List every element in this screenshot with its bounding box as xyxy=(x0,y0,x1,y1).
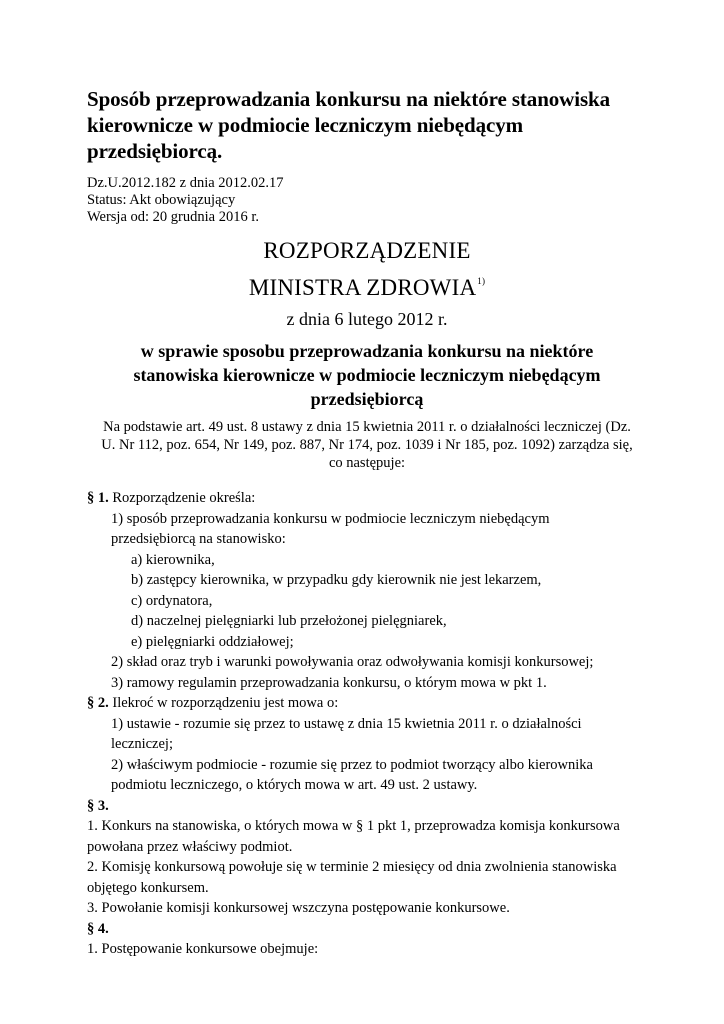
section-mark: § 2. xyxy=(87,695,109,711)
document-title-line: kierownicze w podmiocie leczniczym niebędącym przedsiębiorcą. xyxy=(87,113,524,163)
list-item: 3) ramowy regulamin przeprowadzania konkursu, o którym mowa w pkt 1. xyxy=(111,674,547,691)
list-item: 2) właściwym podmiocie - rozumie się przez to podmiot tworzący albo kierownika xyxy=(111,756,593,773)
list-item: 1) sposób przeprowadzania konkursu w podmiocie leczniczym niebędącym xyxy=(111,510,550,527)
section-text: Rozporządzenie określa: xyxy=(108,490,256,506)
document-title xyxy=(87,86,647,164)
sub-list-item: a) kierownika, xyxy=(131,551,215,568)
section-4-heading xyxy=(87,919,647,940)
document-page xyxy=(87,86,647,960)
sub-list-item: b) zastępcy kierownika, w przypadku gdy kierownik nie jest lekarzem, xyxy=(131,572,542,588)
act-date: z dnia 6 lutego 2012 r. xyxy=(286,309,448,329)
journal-reference: Dz.U.2012.182 z dnia 2012.02.17 xyxy=(87,175,284,191)
act-subject xyxy=(87,339,647,411)
list-item-continuation: podmiotu leczniczego, o których mowa w art. 49 ust. 2 ustawy. xyxy=(111,777,478,793)
version-text: Wersja od: 20 grudnia 2016 r. xyxy=(87,209,259,225)
paragraph-line: 1. Postępowanie konkursowe obejmuje: xyxy=(87,941,319,957)
list-item: 2) skład oraz tryb i warunki powoływania oraz odwoływania komisji konkursowej; xyxy=(111,654,594,670)
footnote-marker: 1) xyxy=(477,276,486,286)
list-item-continuation: przedsiębiorcą na stanowisko: xyxy=(111,531,286,547)
act-subject-line: przedsiębiorcą xyxy=(310,389,424,409)
section-2-heading xyxy=(87,693,647,714)
act-subject-line: w sprawie sposobu przeprowadzania konkursu na niektóre xyxy=(140,341,594,361)
document-meta xyxy=(87,175,647,226)
section-1-heading xyxy=(87,488,647,509)
preamble-line: Na podstawie art. 49 ust. 8 ustawy z dnia 15 kwietnia 2011 r. o działalności leczniczej (Dz. xyxy=(103,419,631,435)
paragraph-line: 3. Powołanie komisji konkursowej wszczyna postępowanie konkursowe. xyxy=(87,900,510,916)
section-text: Ilekroć w rozporządzeniu jest mowa o: xyxy=(108,695,339,711)
act-subject-line: stanowiska kierownicze w podmiocie leczniczym niebędącym xyxy=(133,365,601,385)
paragraph-line: 1. Konkurs na stanowiska, o których mowa w § 1 pkt 1, przeprowadza komisja konkursowa xyxy=(87,818,620,834)
section-mark: § 1. xyxy=(87,490,109,506)
act-issuer-heading xyxy=(87,266,647,303)
list-item: 1) ustawie - rozumie się przez to ustawę z dnia 15 kwietnia 2011 r. o działalności xyxy=(111,715,582,732)
section-mark: § 3. xyxy=(87,797,109,814)
list-item-continuation: leczniczej; xyxy=(111,736,173,752)
preamble-line: co następuje: xyxy=(328,455,406,471)
paragraph-line: 2. Komisję konkursową powołuje się w terminie 2 miesięcy od dnia zwolnienia stanowiska xyxy=(87,859,617,875)
issuer-text: MINISTRA ZDROWIA xyxy=(248,275,477,300)
act-type-heading: ROZPORZĄDZENIE xyxy=(263,238,471,263)
status-text: Status: Akt obowiązujący xyxy=(87,192,236,208)
paragraph-line: powołana przez właściwy podmiot. xyxy=(87,838,293,855)
section-3-heading xyxy=(87,796,647,817)
preamble xyxy=(87,418,647,472)
sub-list-item: d) naczelnej pielęgniarki lub przełożonej pielęgniarek, xyxy=(131,613,447,629)
section-mark: § 4. xyxy=(87,920,109,937)
preamble-line: U. Nr 112, poz. 654, Nr 149, poz. 887, Nr 174, poz. 1039 i Nr 185, poz. 1092) zarządza się, xyxy=(101,437,633,453)
document-body xyxy=(87,488,647,960)
paragraph-line: objętego konkursem. xyxy=(87,879,209,896)
document-title-line: Sposób przeprowadzania konkursu na niektóre stanowiska xyxy=(87,87,611,111)
sub-list-item: c) ordynatora, xyxy=(131,592,213,609)
sub-list-item: e) pielęgniarki oddziałowej; xyxy=(131,633,294,650)
